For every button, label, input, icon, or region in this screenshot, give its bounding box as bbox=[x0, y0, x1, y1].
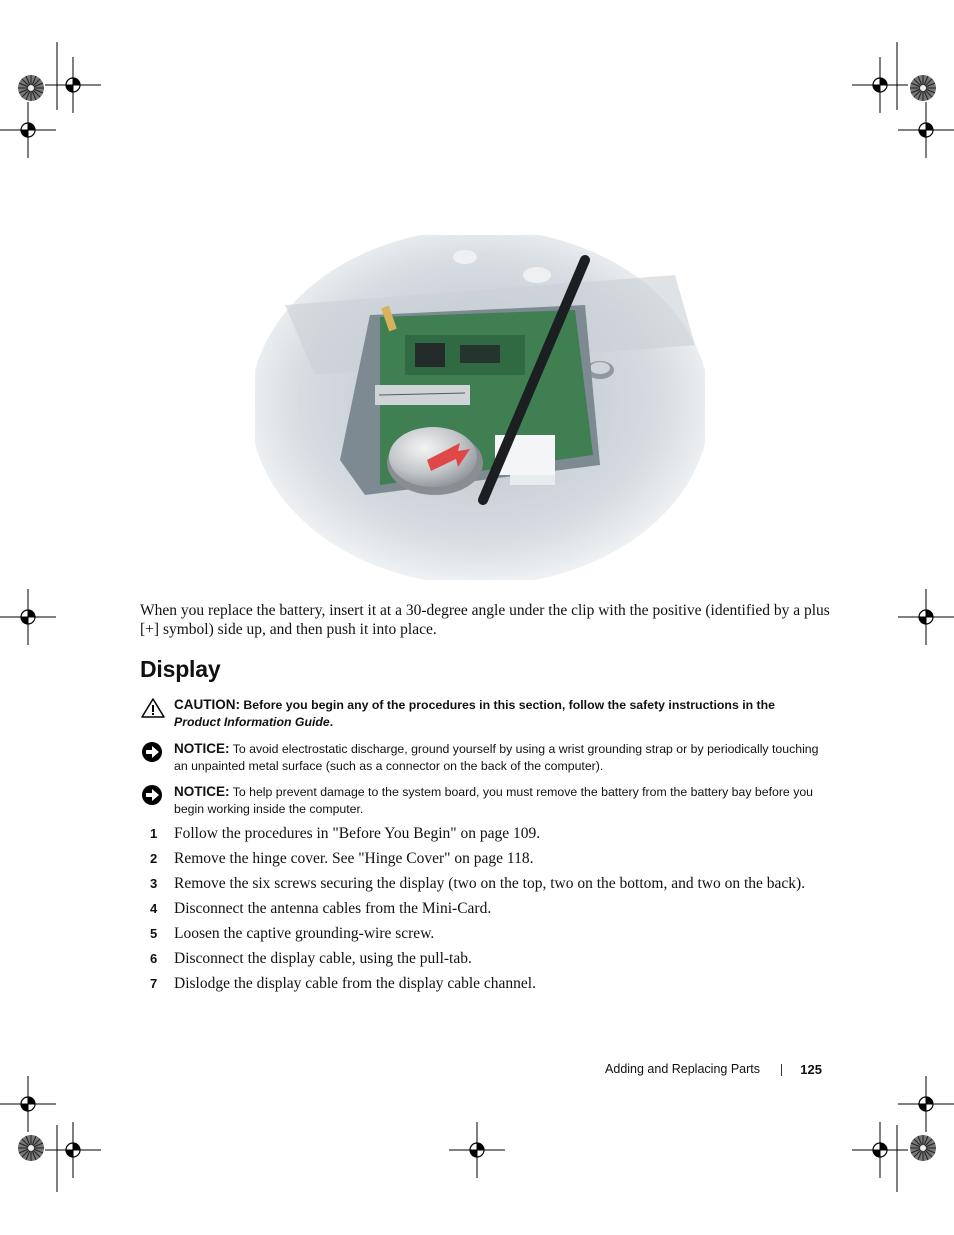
notice-esd bbox=[140, 740, 820, 775]
list-item bbox=[140, 974, 830, 999]
list-item bbox=[140, 874, 830, 899]
procedure-steps bbox=[140, 824, 830, 999]
step-number: 4 bbox=[150, 901, 158, 916]
footer-section-title: Adding and Replacing Parts bbox=[605, 1062, 760, 1076]
step-number: 5 bbox=[150, 926, 158, 941]
step-text: Follow the procedures in "Before You Begin" on page 109. bbox=[174, 825, 541, 842]
list-item bbox=[140, 824, 830, 849]
caution-guide-title: Product Information Guide bbox=[174, 715, 330, 729]
caution-text: Before you begin any of the procedures in this section, follow the safety instructions in the bbox=[243, 698, 775, 712]
notice-text: To help prevent damage to the system board, you must remove the battery from the battery bay before you begin working inside the computer. bbox=[174, 785, 814, 816]
step-number: 7 bbox=[150, 976, 158, 991]
list-item bbox=[140, 899, 830, 924]
notice-arrow-icon bbox=[140, 741, 166, 763]
battery-illustration bbox=[255, 235, 705, 580]
footer-divider bbox=[781, 1064, 782, 1076]
step-text: Remove the hinge cover. See "Hinge Cover" on page 118. bbox=[174, 850, 534, 867]
step-number: 3 bbox=[150, 876, 158, 891]
notice-battery bbox=[140, 783, 820, 818]
section-heading: Display bbox=[140, 656, 221, 682]
step-text: Disconnect the antenna cables from the Mini-Card. bbox=[174, 900, 492, 917]
step-text: Remove the six screws securing the display (two on the top, two on the bottom, and two on the back). bbox=[174, 875, 806, 892]
caution-label: CAUTION: bbox=[174, 697, 240, 712]
step-number: 2 bbox=[150, 851, 158, 866]
page-number: 125 bbox=[800, 1062, 822, 1077]
list-item bbox=[140, 949, 830, 974]
notice-label: NOTICE: bbox=[174, 741, 230, 756]
step-number: 6 bbox=[150, 951, 158, 966]
battery-replacement-paragraph: When you replace the battery, insert it at a 30-degree angle under the clip with the positive (identified by a plus [+] symbol) side up, and then push it into place. bbox=[140, 602, 830, 638]
caution-end: . bbox=[329, 715, 334, 729]
list-item bbox=[140, 849, 830, 874]
notice-text: To avoid electrostatic discharge, ground yourself by using a wrist grounding strap or by periodically touching an unpainted metal surface (such as a connector on the back of the computer). bbox=[174, 742, 819, 773]
caution-note bbox=[140, 696, 820, 731]
step-text: Dislodge the display cable from the display cable channel. bbox=[174, 975, 536, 992]
notice-label: NOTICE: bbox=[174, 784, 230, 799]
step-number: 1 bbox=[150, 826, 158, 841]
list-item bbox=[140, 924, 830, 949]
warning-triangle-icon bbox=[140, 697, 166, 719]
notice-arrow-icon bbox=[140, 784, 166, 806]
step-text: Disconnect the display cable, using the pull-tab. bbox=[174, 950, 472, 967]
step-text: Loosen the captive grounding-wire screw. bbox=[174, 925, 435, 942]
